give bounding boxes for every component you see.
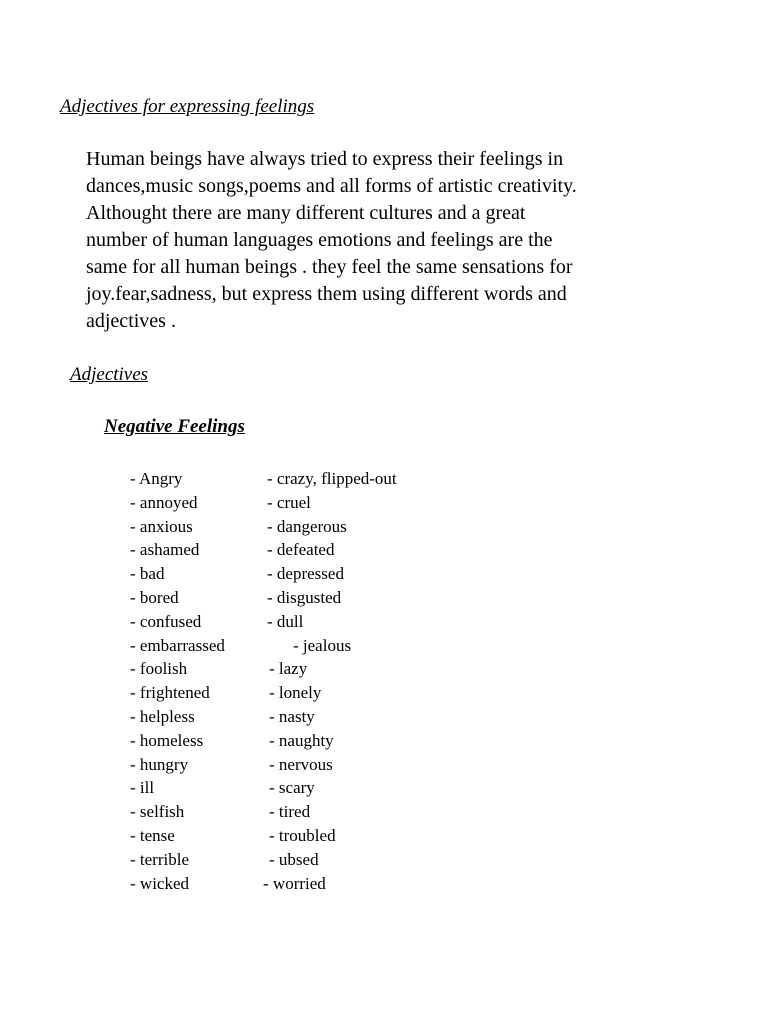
list-item: [130, 659, 550, 683]
adjective-left: - tense: [130, 825, 175, 845]
adjective-left: - selfish: [130, 802, 185, 822]
list-item: [130, 826, 550, 850]
list-item: [130, 874, 550, 898]
intro-line: same for all human beings . they feel the same sensations for: [86, 256, 573, 278]
adjective-left: - annoyed: [130, 492, 198, 512]
adjective-right: - tired: [269, 802, 311, 822]
adjective-right: - scary: [269, 778, 315, 798]
adjective-right: - jealous: [293, 635, 352, 655]
adjective-right: - dangerous: [267, 516, 347, 536]
section-heading: Adjectives: [70, 364, 149, 385]
list-item: [130, 636, 550, 660]
intro-line: dances,music songs,poems and all forms of artistic creativity.: [86, 175, 577, 197]
adjective-left: - helpless: [130, 706, 195, 726]
adjective-left: - wicked: [130, 873, 190, 893]
adjective-right: - lonely: [269, 683, 322, 703]
adjective-right: - dull: [267, 611, 304, 631]
adjective-right: - naughty: [269, 730, 334, 750]
list-item: [130, 588, 550, 612]
adjective-right: - nervous: [269, 754, 333, 774]
adjective-right: - disgusted: [267, 587, 342, 607]
intro-line: joy.fear,sadness, but express them using different words and: [86, 283, 567, 305]
list-item: [130, 469, 550, 493]
adjective-right: - nasty: [269, 706, 315, 726]
adjective-left: - confused: [130, 611, 202, 631]
list-item: [130, 850, 550, 874]
adjective-right: - worried: [263, 873, 326, 893]
adjective-list: [130, 469, 550, 897]
intro-paragraph: [86, 146, 686, 335]
adjective-right: - troubled: [269, 825, 336, 845]
intro-line: Althought there are many different cultures and a great: [86, 202, 526, 224]
adjective-left: - bored: [130, 587, 179, 607]
adjective-right: - lazy: [269, 659, 308, 679]
intro-line: number of human languages emotions and feelings are the: [86, 229, 553, 251]
adjective-right: - defeated: [267, 540, 335, 560]
adjective-left: - embarrassed: [130, 635, 225, 655]
adjective-left: - homeless: [130, 730, 204, 750]
list-item: [130, 802, 550, 826]
list-item: [130, 755, 550, 779]
sub-heading: Negative Feelings: [104, 416, 245, 437]
list-item: [130, 517, 550, 541]
adjective-right: - cruel: [267, 492, 311, 512]
intro-line: adjectives .: [86, 310, 176, 332]
list-item: [130, 683, 550, 707]
adjective-left: - foolish: [130, 659, 188, 679]
list-item: [130, 540, 550, 564]
list-item: [130, 731, 550, 755]
adjective-left: - ashamed: [130, 540, 200, 560]
intro-line: Human beings have always tried to express their feelings in: [86, 148, 564, 170]
list-item: [130, 707, 550, 731]
adjective-left: - ill: [130, 778, 155, 798]
adjective-left: - frightened: [130, 683, 210, 703]
adjective-right: - depressed: [267, 564, 344, 584]
adjective-left: - terrible: [130, 849, 189, 869]
document-title: Adjectives for expressing feelings: [60, 96, 315, 117]
list-item: [130, 778, 550, 802]
adjective-right: - ubsed: [269, 849, 319, 869]
adjective-right: - crazy, flipped-out: [267, 469, 397, 488]
list-item: [130, 564, 550, 588]
list-item: [130, 493, 550, 517]
adjective-left: - hungry: [130, 754, 189, 774]
adjective-left: - Angry: [130, 469, 183, 488]
adjective-left: - anxious: [130, 516, 193, 536]
list-item: [130, 612, 550, 636]
adjective-left: - bad: [130, 564, 165, 584]
